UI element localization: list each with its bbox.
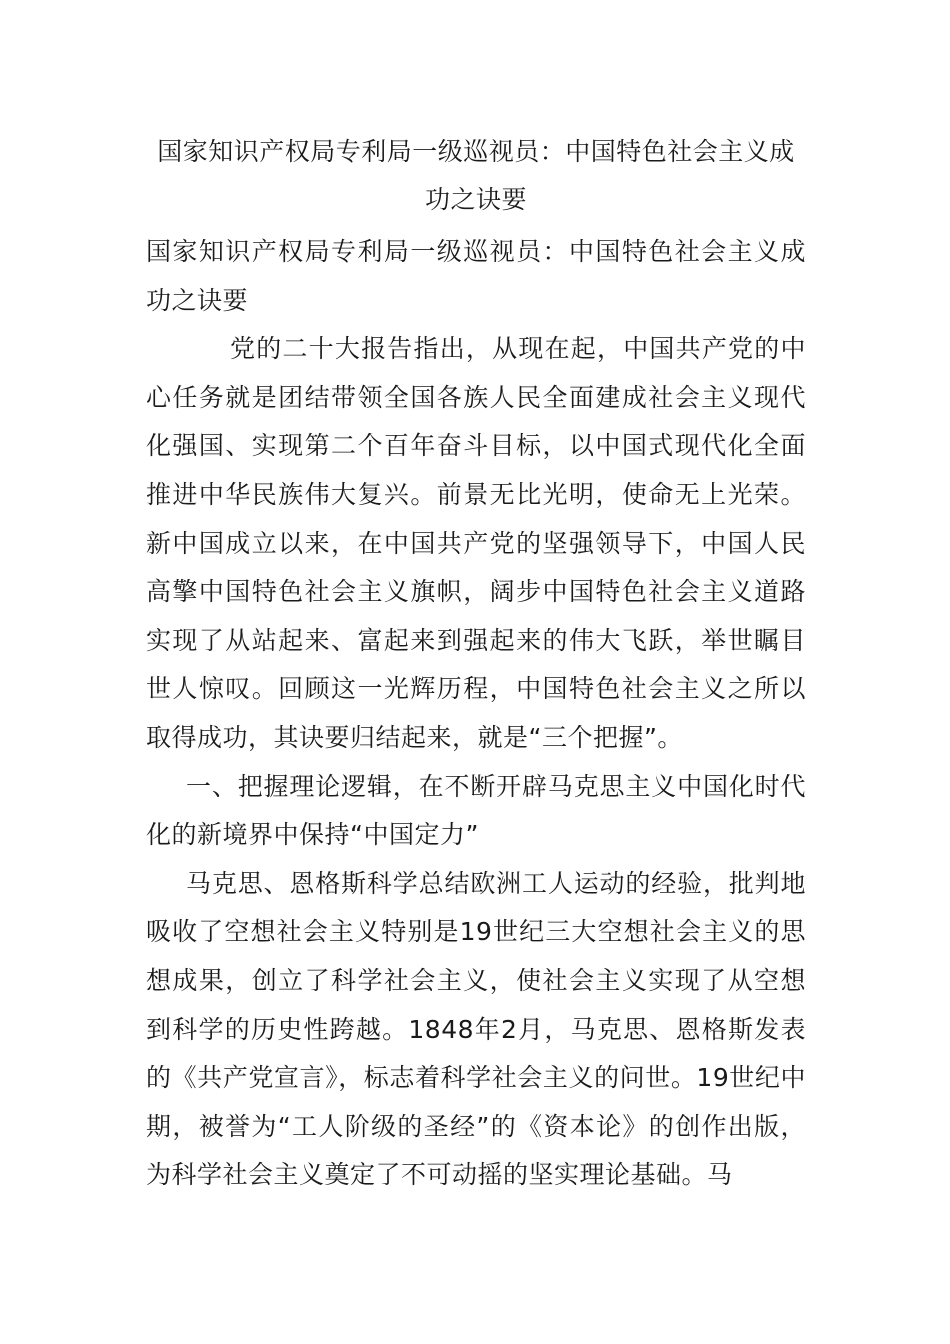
body-paragraph: 马克思、恩格斯科学总结欧洲工人运动的经验，批判地吸收了空想社会主义特别是19世纪三大空想社会主义的思想成果，创立了科学社会主义，使社会主义实现了从空想到科学的历史性跨越。1848年2月，马克思、恩格斯发表的《共产党宣言》，标志着科学社会主义的问世。19世纪中期，被誉为“工人阶级的圣经”的《资本论》的创作出版，为科学社会主义奠定了不可动摇的坚实理论基础。马 [146,868,806,1190]
document-body [146,228,806,1200]
intro-paragraph: 党的二十大报告指出，从现在起，中国共产党的中心任务就是团结带领全国各族人民全面建成社会主义现代化强国、实现第二个百年奋斗目标，以中国式现代化全面推进中华民族伟大复兴。前景无比光明，使命无上光荣。新中国成立以来，在中国共产党的坚强领导下，中国人民高擎中国特色社会主义旗帜，阔步中国特色社会主义道路实现了从站起来、富起来到强起来的伟大飞跃，举世瞩目世人惊叹。回顾这一光辉历程，中国特色社会主义之所以取得成功，其诀要归结起来，就是“三个把握”。 [146,334,806,752]
section-heading: 一、把握理论逻辑，在不断开辟马克思主义中国化时代化的新境界中保持“中国定力” [146,771,806,850]
repeated-title-paragraph: 国家知识产权局专利局一级巡视员：中国特色社会主义成功之诀要 [146,237,806,315]
document-title: 国家知识产权局专利局一级巡视员：中国特色社会主义成功之诀要 [157,137,795,214]
